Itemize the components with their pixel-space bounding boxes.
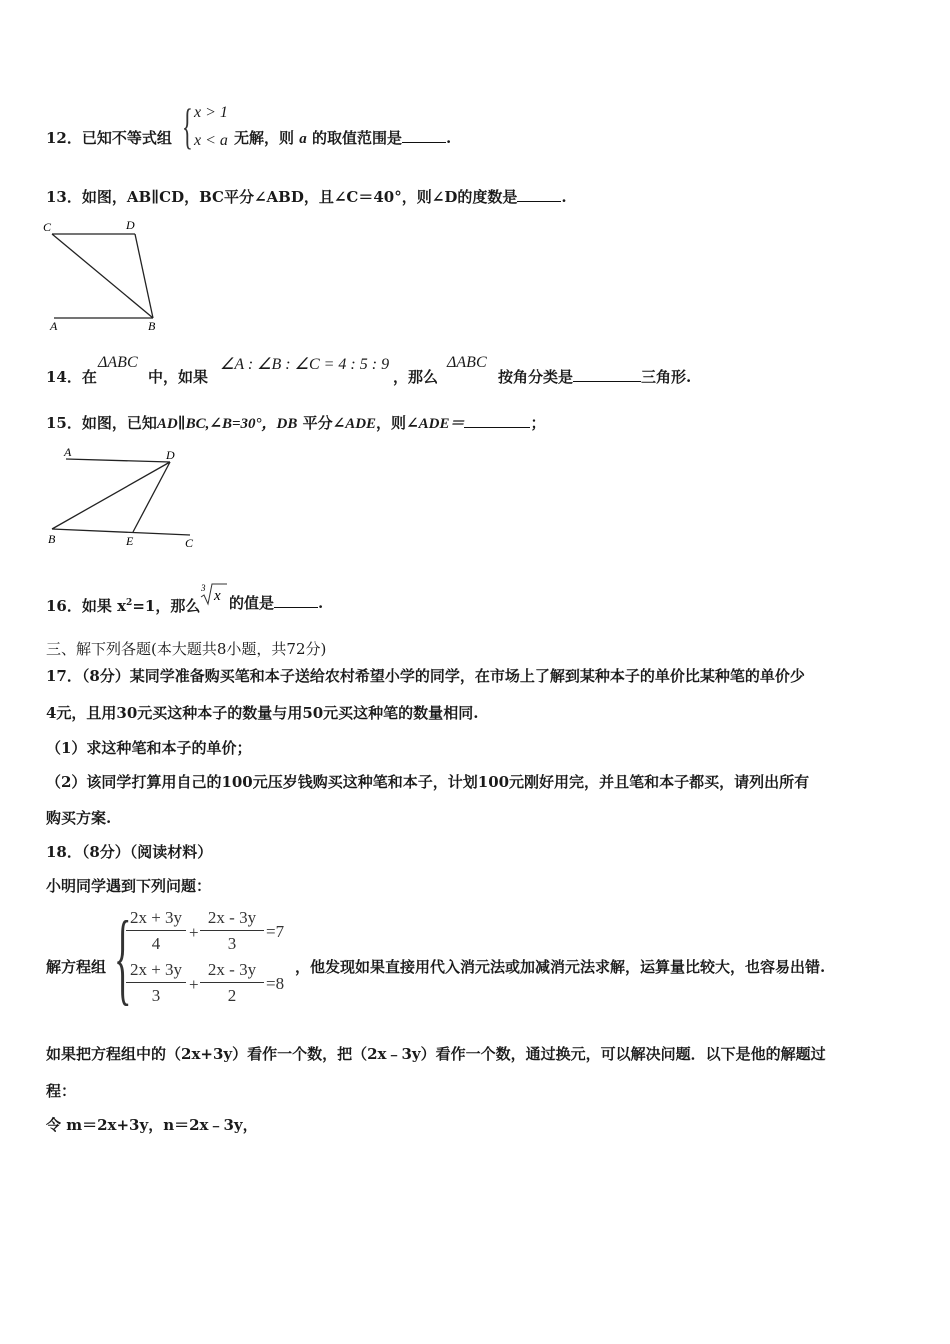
q13-label-c: C bbox=[43, 220, 52, 234]
q13-label-d: D bbox=[126, 218, 135, 232]
q18-eq2-rhs: =8 bbox=[266, 974, 285, 993]
q15-text: 15．如图，已知AD∥BC,∠B=30°，DB 平分∠ADE，则∠ADE＝ ； bbox=[46, 414, 546, 432]
q18-eq2-op: + bbox=[189, 975, 199, 994]
q17-sub2: （2）该同学打算用自己的100元压岁钱购买这种笔和本子，计划100元刚好用完，并且笔和本子都买，请列出所有 bbox=[46, 773, 810, 791]
q18-eq1-frac2: $\frac{2x - 3y}{3}$ bbox=[200, 906, 264, 957]
q18-head: 18．（8分）（阅读材料） bbox=[46, 843, 213, 861]
q12-text: 无解，则 a 的取值范围是 . bbox=[234, 129, 452, 147]
q14-answer-blank[interactable] bbox=[573, 367, 641, 382]
q18-brace: { bbox=[114, 900, 132, 1015]
q18-let: 令 m＝2x+3y，n＝2x﹣3y， bbox=[46, 1116, 258, 1134]
q16-tail: 的值是 . bbox=[229, 594, 324, 612]
q18-para1: 如果把方程组中的（2x+3y）看作一个数，把（2x﹣3y）看作一个数，通过换元，可以解决问题．以下是他的解题过 bbox=[46, 1045, 826, 1063]
q15-figure bbox=[40, 440, 200, 552]
q15-label-a: A bbox=[64, 445, 72, 459]
q18-solve-label: 解方程组 bbox=[46, 958, 107, 976]
q18-after: ，他发现如果直接用代入消元法或加减消元法求解，运算量比较大，也容易出错. bbox=[295, 958, 826, 976]
q14-ratio: ∠A : ∠B : ∠C = 4 : 5 : 9 bbox=[220, 356, 390, 373]
q12-answer-blank[interactable] bbox=[402, 128, 446, 143]
section3-title: 三、解下列各题(本大题共8小题，共72分) bbox=[46, 640, 327, 658]
q17-line1: 17．（8分）某同学准备购买笔和本子送给农村希望小学的同学，在市场上了解到某种本子的单价比某种笔的单价少 bbox=[46, 667, 805, 685]
q14-mid: 中，如果 bbox=[148, 368, 209, 386]
q14-number: 14．在 bbox=[46, 368, 97, 386]
q14-then: ，那么 bbox=[393, 368, 439, 386]
q18-para2: 程： bbox=[46, 1082, 77, 1100]
q15-label-c: C bbox=[185, 536, 194, 550]
q15-label-d: D bbox=[166, 448, 175, 462]
q18-eq2-frac1: $\frac{2x + 3y}{3}$ bbox=[126, 958, 186, 1009]
q12-brace: { bbox=[182, 98, 193, 154]
q18-intro: 小明同学遇到下列问题： bbox=[46, 877, 212, 895]
q13-label-a: A bbox=[50, 319, 58, 333]
q15-label-b: B bbox=[48, 532, 56, 546]
q16-text: 16．如果 $x^2=1$，那么 bbox=[46, 597, 201, 615]
q17-sub1: （1）求这种笔和本子的单价； bbox=[46, 739, 252, 757]
q18-eq1-rhs: =7 bbox=[266, 922, 285, 941]
q13-label-b: B bbox=[148, 319, 156, 333]
q14-abc1: ΔABC bbox=[98, 354, 138, 371]
q12-ineq1: x > 1 bbox=[194, 104, 228, 121]
q15-line-ad bbox=[66, 459, 170, 462]
q15-answer-blank[interactable] bbox=[464, 413, 530, 428]
q15-line-bc bbox=[52, 529, 190, 535]
q14-abc2: ΔABC bbox=[447, 354, 487, 371]
q15-label-e: E bbox=[126, 534, 134, 548]
q18-eq2-frac2: $\frac{2x - 3y}{2}$ bbox=[200, 958, 264, 1009]
q17-line2: 4元，且用30元买这种本子的数量与用50元买这种笔的数量相同. bbox=[46, 704, 479, 722]
q18-eq1-op: + bbox=[189, 923, 199, 942]
q16-root-index: 3 bbox=[201, 583, 206, 593]
q13-answer-blank[interactable] bbox=[517, 187, 561, 202]
q14-tail: 按角分类是 三角形. bbox=[498, 368, 692, 386]
q16-answer-blank[interactable] bbox=[274, 593, 318, 608]
q13-text: 13．如图，AB∥CD，BC平分∠ABD，且∠C＝40°，则∠D的度数是 . bbox=[46, 188, 567, 206]
q12-ineq2: x < a bbox=[194, 132, 228, 149]
q16-root-var: x bbox=[214, 588, 221, 604]
q18-eq1-frac1: $\frac{2x + 3y}{4}$ bbox=[126, 906, 186, 957]
q16-cube-root bbox=[198, 580, 228, 608]
q12-number: 12．已知不等式组 bbox=[46, 129, 172, 147]
q17-sub2b: 购买方案. bbox=[46, 809, 112, 827]
q13-figure bbox=[40, 214, 170, 334]
